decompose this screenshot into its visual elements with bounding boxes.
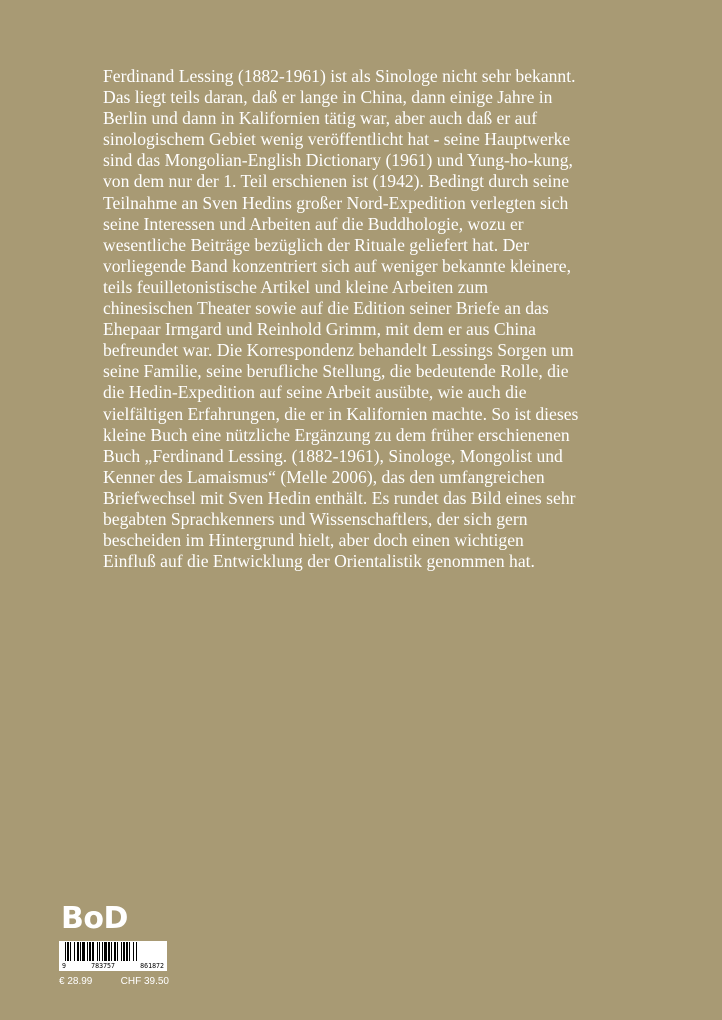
blurb-line: seine Familie, seine berufliche Stellung, die bedeutende Rolle, die [103, 361, 569, 382]
blurb-line: Das liegt teils daran, daß er lange in China, dann einige Jahre in [103, 87, 553, 108]
blurb-line: die Hedin-Expedition auf seine Arbeit ausübte, wie auch die [103, 382, 527, 403]
back-cover-blurb [103, 66, 623, 572]
blurb-line: Ferdinand Lessing (1882-1961) ist als Sinologe nicht sehr bekannt. [103, 66, 576, 86]
price-chf: CHF 39.50 [120, 976, 169, 987]
blurb-line: Briefwechsel mit Sven Hedin enthält. Es rundet das Bild eines sehr [103, 487, 576, 508]
blurb-line: bescheiden im Hintergrund hielt, aber doch einen wichtigen [103, 530, 524, 551]
blurb-line: Kenner des Lamaismus“ (Melle 2006), das den umfangreichen [103, 466, 545, 487]
barcode-bars-icon [63, 942, 163, 962]
blurb-line: sinologischem Gebiet wenig veröffentlicht hat - seine Hauptwerke [103, 129, 571, 150]
blurb-line: kleine Buch eine nützliche Ergänzung zu dem früher erschienenen [103, 424, 570, 445]
blurb-line: Berlin und dann in Kalifornien tätig war, aber auch daß er auf [103, 108, 538, 129]
blurb-line: vielfältigen Erfahrungen, die er in Kalifornien machte. So ist dieses [103, 403, 579, 424]
blurb-line: teils feuilletonistische Artikel und kleine Arbeiten zum [103, 276, 489, 297]
barcode-digit-group-right: 861872 [140, 962, 164, 970]
publisher-logo: BoD [61, 901, 128, 936]
blurb-line: wesentliche Beiträge bezüglich der Rituale geliefert hat. Der [103, 234, 529, 255]
blurb-line: von dem nur der 1. Teil erschienen ist (1942). Bedingt durch seine [103, 171, 570, 192]
barcode-digit-first: 9 [62, 962, 66, 970]
blurb-line: Ehepaar Irmgard und Reinhold Grimm, mit dem er aus China [103, 319, 536, 340]
blurb-line: seine Interessen und Arbeiten auf die Buddhologie, wozu er [103, 213, 524, 234]
barcode-digits [59, 962, 167, 970]
barcode-digit-group-left: 783757 [91, 962, 115, 970]
isbn-barcode [59, 941, 167, 971]
blurb-line: chinesischen Theater sowie auf die Edition seiner Briefe an das [103, 298, 549, 319]
blurb-line: vorliegende Band konzentriert sich auf weniger bekannte kleinere, [103, 255, 571, 276]
blurb-line: Buch „Ferdinand Lessing. (1882-1961), Sinologe, Mongolist und [103, 445, 563, 466]
blurb-line: Teilnahme an Sven Hedins großer Nord-Expedition verlegten sich [103, 192, 569, 213]
price-eur: € 28.99 [59, 976, 93, 987]
blurb-line: begabten Sprachkenners und Wissenschaftlers, der sich gern [103, 508, 528, 529]
blurb-line: sind das Mongolian-English Dictionary (1961) und Yung-ho-kung, [103, 150, 573, 171]
blurb-line: Einfluß auf die Entwicklung der Orientalistik genommen hat. [103, 551, 535, 572]
blurb-line: befreundet war. Die Korrespondenz behandelt Lessings Sorgen um [103, 340, 574, 361]
price-line [59, 976, 169, 987]
